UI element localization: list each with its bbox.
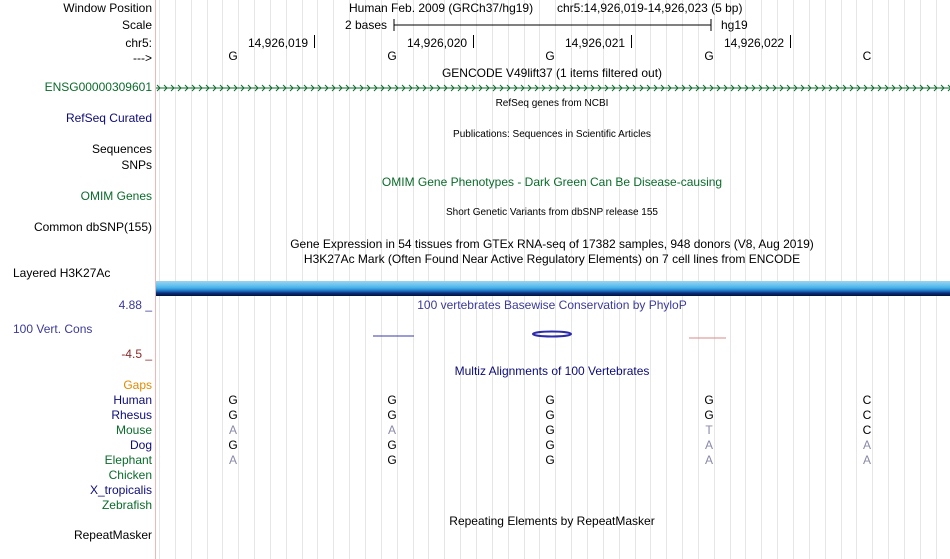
aligned-base: A: [704, 438, 713, 452]
track-label-gaps[interactable]: Gaps: [123, 378, 152, 392]
aligned-base: G: [545, 408, 555, 422]
label-strand: --->: [133, 51, 152, 65]
scale-assembly: hg19: [721, 18, 748, 32]
coord-tick: [473, 35, 474, 48]
species-x-tropicalis[interactable]: X_tropicalis: [89, 483, 152, 497]
track-label-sequences[interactable]: Sequences: [91, 142, 152, 156]
aligned-base: G: [704, 408, 714, 422]
repeatmasker-track-title: Repeating Elements by RepeatMasker: [449, 514, 655, 528]
label-window-position: Window Position: [63, 1, 152, 15]
assembly-title: Human Feb. 2009 (GRCh37/hg19): [349, 1, 534, 15]
conservation-plot[interactable]: [156, 322, 950, 346]
aligned-base: G: [387, 438, 397, 452]
track-label-repeatmasker[interactable]: RepeatMasker: [73, 528, 152, 542]
track-label-omim[interactable]: OMIM Genes: [80, 189, 152, 203]
browser-tracks[interactable]: [156, 0, 950, 559]
cons-min-value: -4.5 _: [121, 347, 152, 361]
aligned-base: C: [862, 423, 872, 437]
h3k27ac-track-title: H3K27Ac Mark (Often Found Near Active Regulatory Elements) on 7 cell lines from ENCODE: [303, 252, 801, 266]
track-label-h3k27ac[interactable]: Layered H3K27Ac: [13, 266, 111, 280]
dbsnp-track-title: Short Genetic Variants from dbSNP release 155: [446, 207, 658, 218]
ref-base-5: C: [862, 49, 872, 63]
cons-max-value: 4.88 _: [118, 298, 152, 312]
species-chicken[interactable]: Chicken: [108, 468, 152, 482]
omim-track-title: OMIM Gene Phenotypes - Dark Green Can Be Disease-causing: [381, 175, 723, 189]
scale-bar: [392, 17, 714, 33]
aligned-base: G: [387, 408, 397, 422]
aligned-base: G: [387, 393, 397, 407]
aligned-base: A: [228, 453, 237, 467]
ref-base-2: G: [387, 49, 397, 63]
aligned-base: T: [705, 423, 713, 437]
refseq-track-title: RefSeq genes from NCBI: [495, 98, 609, 109]
aligned-base: G: [387, 453, 397, 467]
aligned-base: G: [545, 438, 555, 452]
coord-1: 14,926,019: [248, 36, 309, 50]
track-label-dbsnp[interactable]: Common dbSNP(155): [33, 220, 152, 234]
aligned-base: A: [704, 453, 713, 467]
aligned-base: G: [228, 393, 238, 407]
ref-base-1: G: [228, 49, 238, 63]
h3k27ac-signal[interactable]: [156, 281, 950, 296]
aligned-base: A: [387, 423, 396, 437]
gene-strand-arrows[interactable]: [156, 82, 950, 94]
species-rhesus[interactable]: Rhesus: [111, 408, 152, 422]
aligned-base: A: [862, 453, 871, 467]
coord-tick: [790, 35, 791, 48]
species-mouse[interactable]: Mouse: [115, 423, 152, 437]
aligned-base: A: [862, 438, 871, 452]
aligned-base: A: [228, 423, 237, 437]
species-human[interactable]: Human: [113, 393, 152, 407]
coord-4: 14,926,022: [724, 36, 785, 50]
species-dog[interactable]: Dog: [129, 438, 152, 452]
gencode-track-title: GENCODE V49lift37 (1 items filtered out): [441, 66, 663, 80]
aligned-base: G: [545, 453, 555, 467]
label-chrom: chr5:: [125, 36, 152, 50]
track-label-ensg[interactable]: ENSG00000309601: [44, 80, 152, 94]
track-label-refseq[interactable]: RefSeq Curated: [65, 111, 152, 125]
publications-track-title: Publications: Sequences in Scientific Articles: [453, 129, 651, 140]
coord-2: 14,926,020: [407, 36, 468, 50]
label-scale: Scale: [121, 18, 152, 32]
track-label-cons[interactable]: 100 Vert. Cons: [13, 322, 93, 336]
track-labels: [0, 0, 155, 559]
phylop-track-title: 100 vertebrates Basewise Conservation by PhyloP: [417, 298, 687, 312]
aligned-base: G: [228, 408, 238, 422]
aligned-base: G: [545, 423, 555, 437]
multiz-track-title: Multiz Alignments of 100 Vertebrates: [454, 364, 650, 378]
aligned-base: G: [228, 438, 238, 452]
coord-tick: [314, 35, 315, 48]
ref-base-4: G: [704, 49, 714, 63]
aligned-base: C: [862, 393, 872, 407]
aligned-base: C: [862, 408, 872, 422]
scale-bar-label: 2 bases: [345, 18, 388, 32]
species-elephant[interactable]: Elephant: [104, 453, 152, 467]
aligned-base: G: [704, 393, 714, 407]
coord-tick: [631, 35, 632, 48]
species-zebrafish[interactable]: Zebrafish: [101, 498, 152, 512]
aligned-base: G: [545, 393, 555, 407]
window-position-value: chr5:14,926,019-14,926,023 (5 bp): [557, 1, 743, 15]
ref-base-3: G: [545, 49, 555, 63]
gtex-track-title: Gene Expression in 54 tissues from GTEx RNA-seq of 17382 samples, 948 donors (V8, Aug 2019): [290, 237, 814, 251]
coord-3: 14,926,021: [565, 36, 626, 50]
track-label-snps[interactable]: SNPs: [121, 158, 152, 172]
